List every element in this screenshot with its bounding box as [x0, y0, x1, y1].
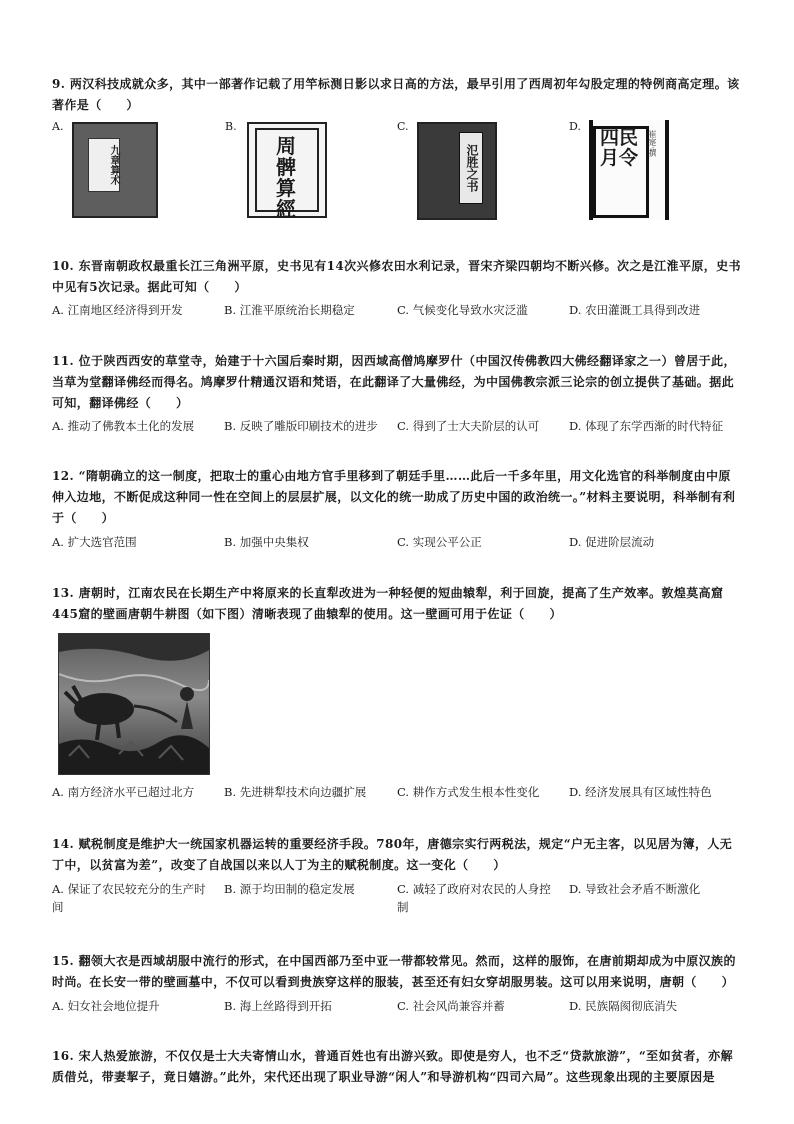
option-9-c-letter: C.	[397, 120, 409, 133]
option-11-c[interactable]: C. 得到了士大夫阶层的认可	[397, 419, 540, 433]
book-cover-image	[589, 120, 669, 220]
question-11-stem: 11. 位于陕西西安的草堂寺，始建于十六国后秦时期，因西域高僧鸠摩罗什（中国汉传佛教四大佛经翻译家之一）曾居于此，当草为堂翻译佛经而得名。鸠摩罗什精通汉语和梵语，在此翻译了大量佛经，为中国佛教宗派三论宗的创立提供了基础。据此可知，翻译佛经（ ）	[52, 354, 736, 410]
option-12-b[interactable]: B. 加强中央集权	[224, 535, 309, 549]
question-16-stem: 16. 宋人热爱旅游，不仅仅是士大夫寄情山水，普通百姓也有出游兴致。即使是穷人，也不乏“贷款旅游”，“至如贫者，亦解质借兑，带妻挈子，竟日嬉游。”此外，宋代还出现了职业导游“闲人”和导游机构“四司六局”。这些现象出现的主要原因是	[52, 1049, 733, 1084]
option-10-d[interactable]: D. 农田灌溉工具得到改进	[569, 303, 701, 317]
book-cover-image	[72, 122, 158, 218]
option-13-c[interactable]: C. 耕作方式发生根本性变化	[397, 785, 540, 799]
book-cover-title: 氾胜之书	[459, 132, 483, 204]
option-12-a[interactable]: A. 扩大选官范围	[52, 535, 137, 549]
question-10-stem: 10. 东晋南朝政权最重长江三角洲平原，史书见有14次兴修农田水利记录，晋宋齐梁四朝均不断兴修。次之是江淮平原，史书中见有5次记录。据此可知（ ）	[52, 259, 741, 294]
book-cover-title: 四民月令	[599, 127, 638, 169]
option-14-d[interactable]: D. 导致社会矛盾不断激化	[569, 882, 701, 896]
option-14-b[interactable]: B. 源于均田制的稳定发展	[224, 882, 355, 896]
cover-frame	[255, 128, 319, 221]
question-9-stem: 9. 两汉科技成就众多，其中一部著作记载了用竿标测日影以求日高的方法，最早引用了西周初年勾股定理的特例商高定理。该著作是（ ）	[52, 77, 740, 112]
option-11-a[interactable]: A. 推动了佛教本土化的发展	[52, 419, 195, 433]
question-15-stem: 15. 翻领大衣是西域胡服中流行的形式，在中国西部乃至中亚一带都较常见。然而，这样的服饰，在唐前期却成为中原汉族的时尚。在长安一带的壁画墓中，不仅可以看到贵族穿这样的服装，甚至还有妇女穿胡服男装。这可以用来说明，唐朝（ ）	[52, 954, 736, 989]
question-11	[52, 351, 742, 414]
question-12	[52, 466, 742, 529]
option-15-b[interactable]: B. 海上丝路得到开拓	[224, 999, 332, 1013]
mural-illustration	[59, 634, 209, 774]
question-10	[52, 256, 742, 298]
option-13-a[interactable]: A. 南方经济水平已超过北方	[52, 785, 195, 799]
option-15-c[interactable]: C. 社会风尚兼容并蓄	[397, 999, 505, 1013]
question-9	[52, 74, 742, 116]
book-cover-image	[247, 122, 327, 221]
option-10-a[interactable]: A. 江南地区经济得到开发	[52, 303, 183, 317]
book-cover-side-text: 崔寔·撰	[648, 130, 657, 157]
question-16	[52, 1046, 742, 1088]
option-11-b[interactable]: B. 反映了雕版印刷技术的进步	[224, 419, 378, 433]
option-9-d-letter: D.	[569, 120, 581, 133]
cover-edge	[665, 120, 669, 220]
book-cover-title: 周髀算經	[276, 134, 298, 221]
option-11-d[interactable]: D. 体现了东学西渐的时代特征	[569, 419, 724, 433]
option-12-c[interactable]: C. 实现公平公正	[397, 535, 482, 549]
option-13-b[interactable]: B. 先进耕犁技术向边疆扩展	[224, 785, 367, 799]
book-cover-image	[417, 122, 497, 220]
book-cover-title: 九章算术	[88, 138, 120, 192]
question-12-stem: 12. “隋朝确立的这一制度，把取士的重心由地方官手里移到了朝廷手里……此后一千多年里，用文化选官的科举制度由中原伸入边地，不断促成这种同一性在空间上的层层扩展，以文化的统一助成了历史中国的政治统一。”材料主要说明，科举制有利于（ ）	[52, 469, 736, 525]
option-13-d[interactable]: D. 经济发展具有区域性特色	[569, 785, 712, 799]
option-10-b[interactable]: B. 江淮平原统治长期稳定	[224, 303, 355, 317]
question-14-stem: 14. 赋税制度是维护大一统国家机器运转的重要经济手段。780年，唐德宗实行两税法，规定“户无主客，以见居为簿，人无丁中，以贫富为差”，改变了自战国以来以人丁为主的赋税制度。这一变化（ ）	[52, 837, 733, 872]
option-9-a-letter: A.	[52, 120, 64, 133]
question-15	[52, 951, 742, 993]
option-14-a[interactable]: A. 保证了农民较充分的生产时间	[52, 882, 206, 914]
option-10-c[interactable]: C. 气候变化导致水灾泛滥	[397, 303, 528, 317]
question-13	[52, 583, 742, 625]
option-15-a[interactable]: A. 妇女社会地位提升	[52, 999, 160, 1013]
question-13-stem: 13. 唐朝时，江南农民在长期生产中将原来的长直犁改进为一种轻便的短曲辕犁，利于回旋，提高了生产效率。敦煌莫高窟445窟的壁画唐朝牛耕图（如下图）清晰表现了曲辕犁的使用。这一壁画可用于佐证（ ）	[52, 586, 724, 621]
option-9-b-letter: B.	[225, 120, 237, 133]
question-14	[52, 834, 742, 876]
mural-ox-plough-image	[58, 633, 210, 775]
option-14-c[interactable]: C. 减轻了政府对农民的人身控制	[397, 882, 551, 914]
option-15-d[interactable]: D. 民族隔阂彻底消失	[569, 999, 678, 1013]
option-12-d[interactable]: D. 促进阶层流动	[569, 535, 655, 549]
